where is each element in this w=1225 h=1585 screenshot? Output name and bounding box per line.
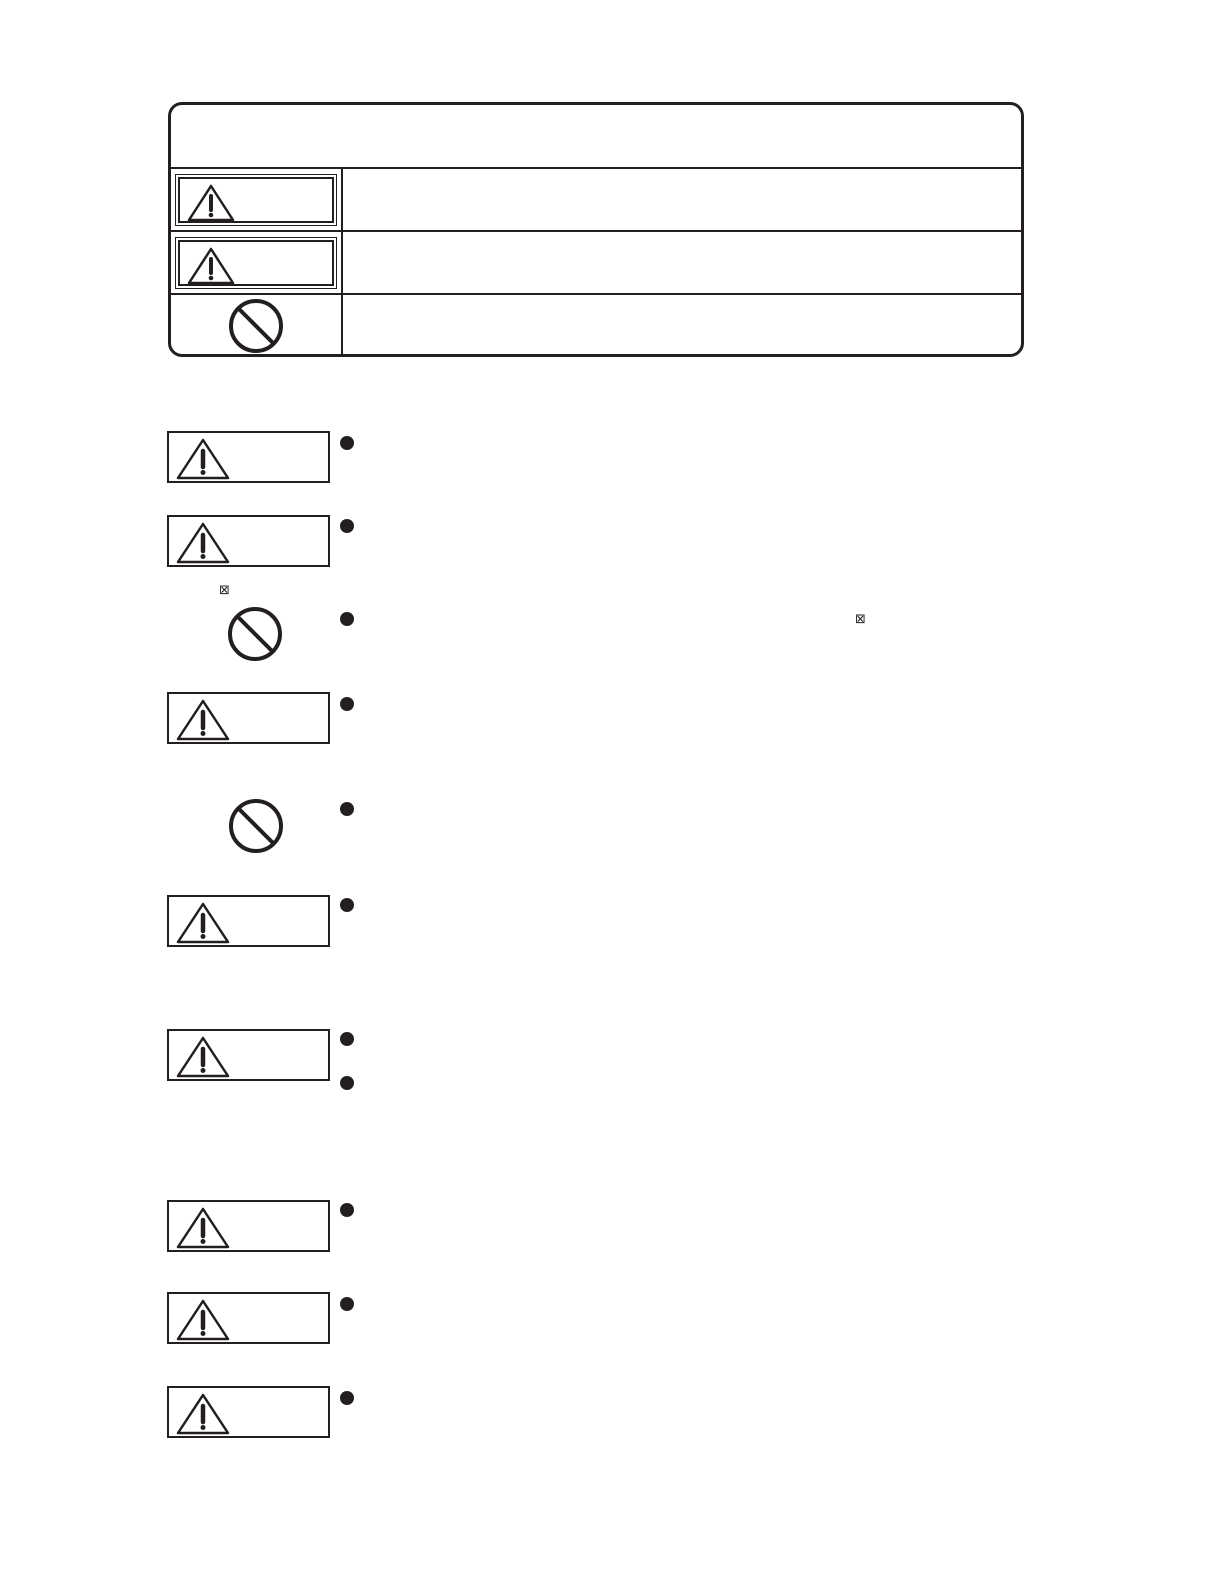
bullet-point bbox=[340, 612, 354, 626]
bullet-point bbox=[340, 1032, 354, 1046]
legend-row-prohibited bbox=[171, 295, 1021, 357]
legend-text bbox=[343, 295, 1021, 357]
legend-text bbox=[343, 169, 1021, 230]
legend-header bbox=[171, 105, 1021, 169]
bullet-point bbox=[340, 1076, 354, 1090]
prohibition-icon bbox=[227, 297, 285, 355]
warning-triangle-icon bbox=[186, 246, 236, 286]
warning-triangle-icon bbox=[175, 1206, 231, 1250]
warning-label-box bbox=[167, 431, 330, 483]
warning-label-box bbox=[167, 692, 330, 744]
bullet-point bbox=[340, 1203, 354, 1217]
prohibition-icon bbox=[227, 797, 285, 855]
warning-label-box bbox=[167, 1292, 330, 1344]
prohibition-icon bbox=[226, 605, 284, 663]
legend-icon-cell bbox=[171, 169, 343, 230]
bullet-point bbox=[340, 802, 354, 816]
warning-label-box bbox=[178, 177, 334, 223]
legend-row-caution bbox=[171, 232, 1021, 295]
legend-row-warning bbox=[171, 169, 1021, 232]
warning-triangle-icon bbox=[175, 1392, 231, 1436]
prohibition-symbol bbox=[227, 797, 285, 859]
warning-triangle-icon bbox=[175, 1035, 231, 1079]
warning-triangle-icon bbox=[175, 698, 231, 742]
warning-triangle-icon bbox=[175, 901, 231, 945]
prohibition-symbol bbox=[226, 605, 284, 667]
legend-text bbox=[343, 232, 1021, 293]
warning-label-box bbox=[167, 515, 330, 567]
legend-icon-cell bbox=[171, 232, 343, 293]
missing-glyph: ⊠ bbox=[855, 612, 866, 627]
warning-triangle-icon bbox=[175, 437, 231, 481]
warning-label-box bbox=[167, 895, 330, 947]
warning-triangle-icon bbox=[186, 183, 236, 223]
warning-triangle-icon bbox=[175, 521, 231, 565]
symbol-legend-table bbox=[168, 102, 1024, 357]
warning-label-box bbox=[167, 1386, 330, 1438]
bullet-point bbox=[340, 697, 354, 711]
caution-label-box bbox=[178, 240, 334, 286]
bullet-point bbox=[340, 898, 354, 912]
bullet-point bbox=[340, 1391, 354, 1405]
warning-label-box bbox=[167, 1029, 330, 1081]
bullet-point bbox=[340, 436, 354, 450]
warning-label-box bbox=[167, 1200, 330, 1252]
legend-icon-cell bbox=[171, 295, 343, 357]
bullet-point bbox=[340, 1297, 354, 1311]
missing-glyph: ⊠ bbox=[219, 583, 230, 598]
bullet-point bbox=[340, 519, 354, 533]
warning-triangle-icon bbox=[175, 1298, 231, 1342]
